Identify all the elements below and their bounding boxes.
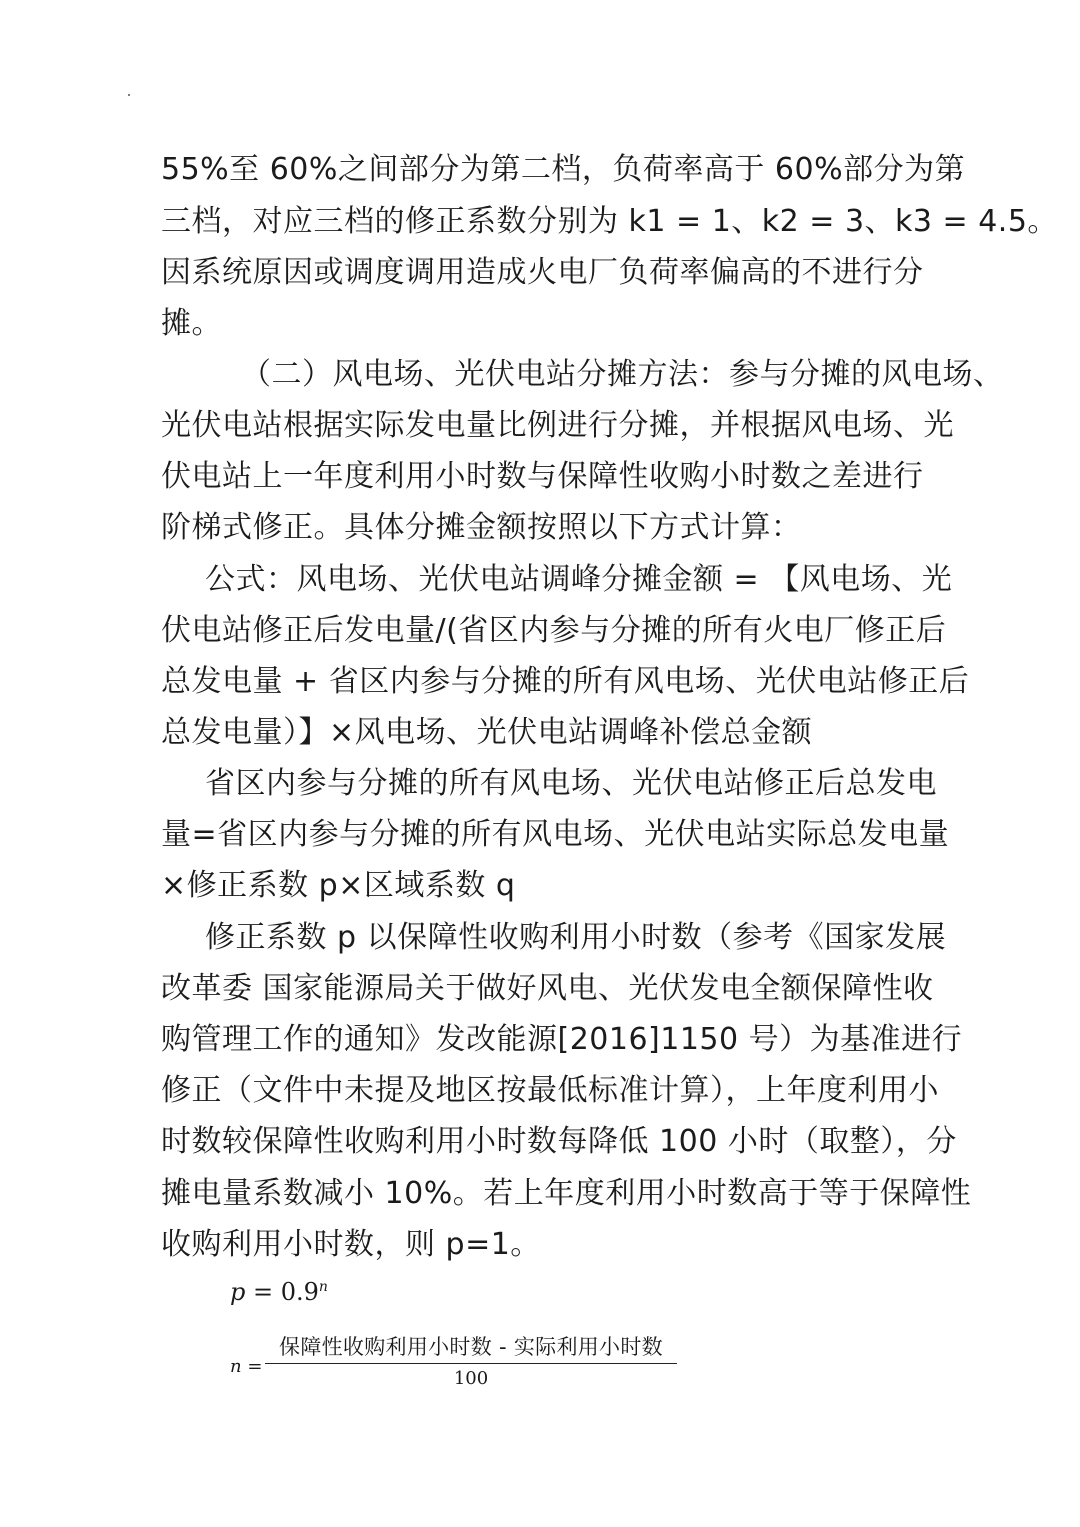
formula-text-line: 公式：风电场、光伏电站调峰分摊金额 = 【风电场、光 (205, 562, 953, 597)
formula-p (230, 1278, 328, 1306)
body-line: 摊。 (161, 306, 222, 341)
formula-n-lhs: n = (230, 1356, 263, 1377)
body-line: 购管理工作的通知》发改能源[2016]1150 号）为基准进行 (161, 1022, 963, 1057)
body-line: 总发电量 + 省区内参与分摊的所有风电场、光伏电站修正后 (161, 664, 970, 699)
body-line: 省区内参与分摊的所有风电场、光伏电站修正后总发电 (205, 766, 937, 801)
body-line: 总发电量）】×风电场、光伏电站调峰补偿总金额 (161, 715, 813, 750)
body-line: 修正系数 p 以保障性收购利用小时数（参考《国家发展 (205, 920, 947, 955)
body-line: 三档，对应三档的修正系数分别为 k1 = 1、k2 = 3、k3 = 4.5。 (161, 204, 1058, 239)
body-line: 55%至 60%之间部分为第二档，负荷率高于 60%部分为第 (161, 152, 966, 187)
body-line: 修正（文件中未提及地区按最低标准计算），上年度利用小 (161, 1073, 939, 1108)
formula-p-base: 0.9 (280, 1278, 319, 1306)
formula-n-denominator: 100 (453, 1368, 489, 1389)
body-line: 量=省区内参与分摊的所有风电场、光伏电站实际总发电量 (161, 817, 950, 852)
formula-n-fraction (265, 1333, 677, 1392)
body-line: 时数较保障性收购利用小时数每降低 100 小时（取整），分 (161, 1124, 957, 1159)
formula-p-lhs: p (230, 1278, 246, 1306)
formula-n-numerator: 保障性收购利用小时数 - 实际利用小时数 (279, 1335, 663, 1359)
body-line: 光伏电站根据实际发电量比例进行分摊，并根据风电场、光 (161, 408, 954, 443)
body-line: 摊电量系数减小 10%。若上年度利用小时数高于等于保障性 (161, 1176, 972, 1211)
formula-p-exponent: n (318, 1279, 328, 1295)
scan-speck (128, 94, 130, 96)
body-line: 伏电站修正后发电量/(省区内参与分摊的所有火电厂修正后 (161, 613, 947, 648)
body-line: 改革委 国家能源局关于做好风电、光伏发电全额保障性收 (161, 971, 934, 1006)
body-line: 因系统原因或调度调用造成火电厂负荷率偏高的不进行分 (161, 255, 924, 290)
body-line: 收购利用小时数，则 p=1。 (161, 1227, 541, 1262)
body-line: ×修正系数 p×区域系数 q (161, 868, 516, 903)
fraction-bar (265, 1363, 677, 1364)
body-line: 阶梯式修正。具体分摊金额按照以下方式计算： (161, 510, 802, 545)
body-line: 伏电站上一年度利用小时数与保障性收购小时数之差进行 (161, 459, 924, 494)
section-heading-line: （二）风电场、光伏电站分摊方法：参与分摊的风电场、 (241, 357, 1004, 392)
formula-p-eq: = (245, 1278, 281, 1306)
